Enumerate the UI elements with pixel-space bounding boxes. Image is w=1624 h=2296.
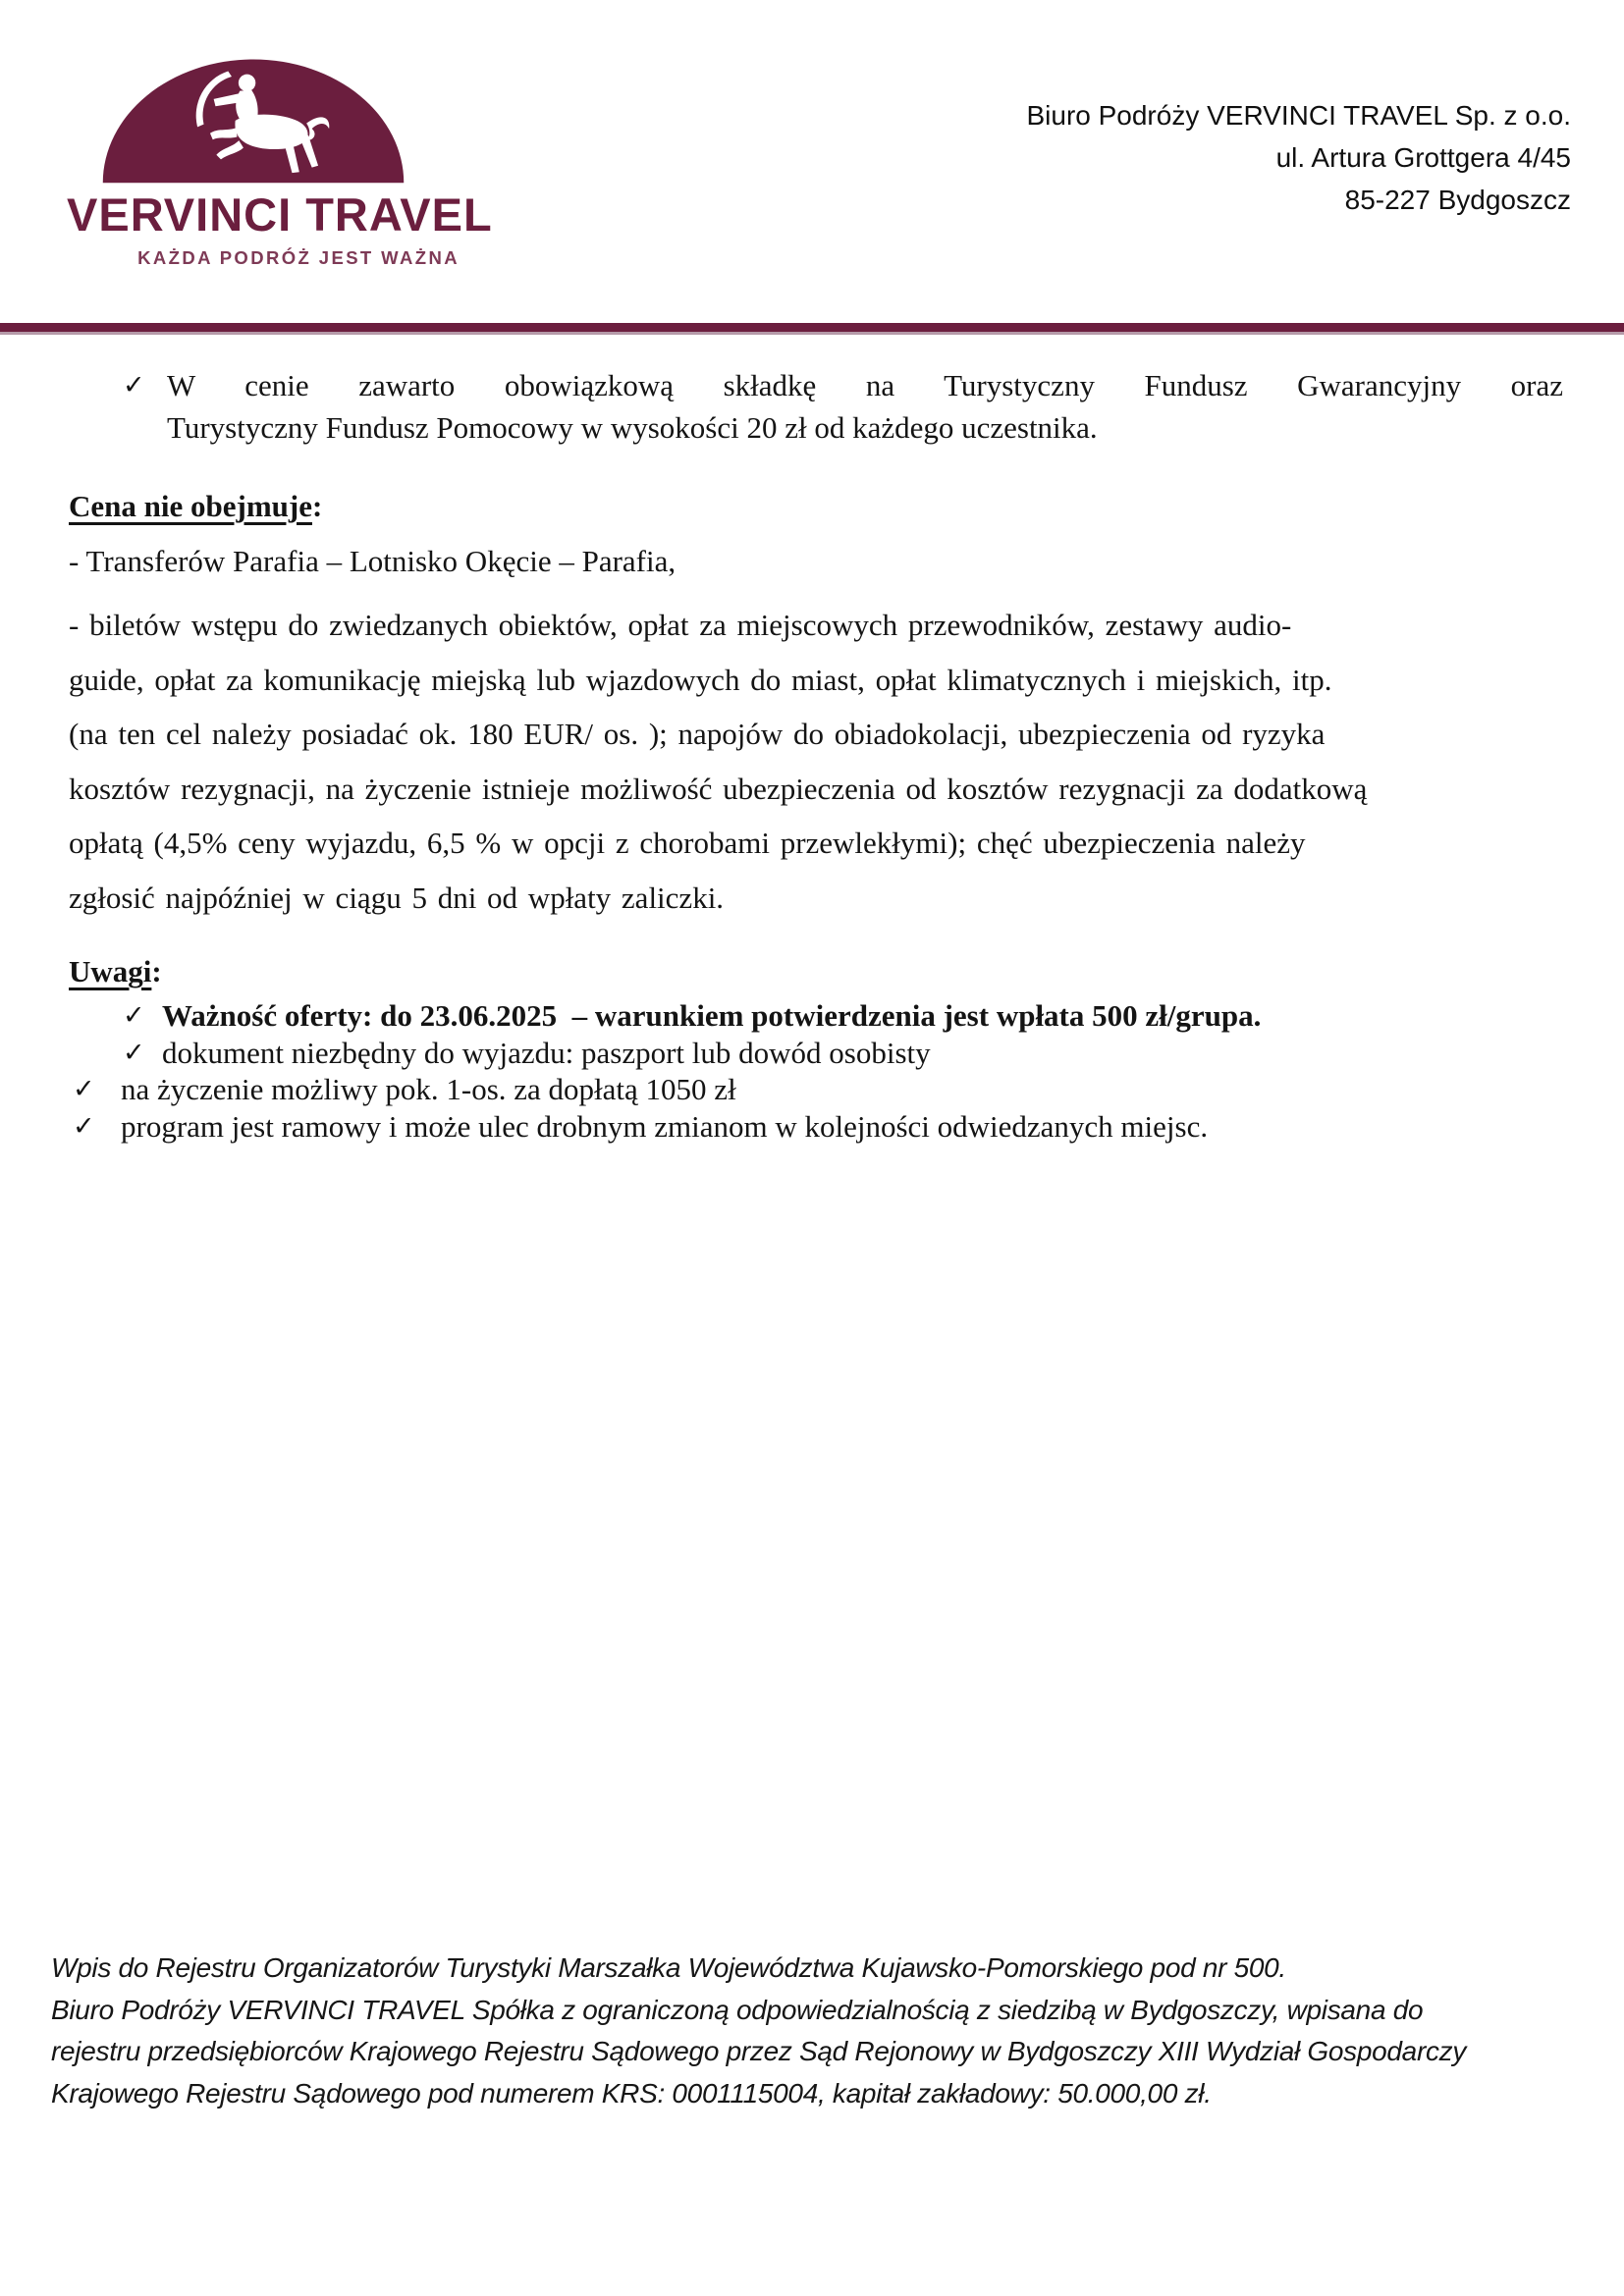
uwagi-item-text: dokument niezbędny do wyjazdu: paszport lub dowód osobisty — [162, 1035, 931, 1070]
paragraph-line: guide, opłat za komunikację miejską lub wjazdowych do miast, opłat klimatycznych i miejskich, itp. — [69, 662, 1332, 697]
footer-line: Krajowego Rejestru Sądowego pod numerem KRS: 0001115004, kapitał zakładowy: 50.000,00 zł. — [51, 2077, 1212, 2109]
document-body — [69, 364, 1563, 1145]
brand-tagline: KAŻDA PODRÓŻ JEST WAŻNA — [137, 246, 460, 268]
price-excludes-paragraph — [69, 598, 1563, 925]
checkmark-icon: ✓ — [73, 1074, 95, 1104]
intro-bullet — [123, 364, 1563, 449]
paragraph-line: zgłosić najpóźniej w ciągu 5 dni od wpłaty zaliczki. — [69, 880, 725, 915]
checkmark-icon: ✓ — [73, 1110, 95, 1142]
uwagi-heading — [69, 950, 1563, 992]
brand-wordmark: VERVINCI TRAVEL — [67, 188, 493, 240]
company-logo — [67, 51, 493, 269]
checkmark-icon: ✓ — [123, 1000, 145, 1031]
intro-line: Turystyczny Fundusz Pomocowy w wysokości 20 zł od każdego uczestnika. — [167, 410, 1098, 445]
price-excludes-heading-text: Cena nie obejmuje — [69, 489, 312, 523]
legal-footer — [51, 1948, 1585, 2114]
uwagi-item — [73, 1108, 1563, 1146]
uwagi-list — [69, 997, 1563, 1145]
paragraph-line: - biletów wstępu do zwiedzanych obiektów, opłat za miejscowych przewodników, zestawy audio- — [69, 608, 1292, 642]
uwagi-item-text: Ważność oferty: do 23.06.2025 – warunkiem potwierdzenia jest wpłata 500 zł/grupa. — [162, 998, 1262, 1033]
intro-line: W cenie zawarto obowiązkową składkę na Turystyczny Fundusz Gwarancyjny oraz — [167, 368, 1563, 402]
uwagi-item — [123, 1035, 1563, 1072]
uwagi-item-text: program jest ramowy i może ulec drobnym zmianom w kolejności odwiedzanych miejsc. — [121, 1108, 1209, 1144]
company-address-block — [1026, 94, 1571, 221]
maroon-divider-bar — [0, 323, 1624, 335]
letterhead — [0, 0, 1624, 323]
uwagi-item-text: na życzenie możliwy pok. 1-os. za dopłatą 1050 zł — [121, 1072, 736, 1106]
heading-colon: : — [311, 489, 323, 523]
address-line-city: 85-227 Bydgoszcz — [1344, 185, 1571, 215]
checkmark-icon: ✓ — [123, 1037, 145, 1068]
centaur-archer-icon — [100, 51, 406, 188]
intro-bullet-text — [167, 364, 1563, 449]
uwagi-heading-text: Uwagi — [69, 954, 152, 988]
address-line-street: ul. Artura Grottgera 4/45 — [1275, 142, 1571, 173]
footer-line: Biuro Podróży VERVINCI TRAVEL Spółka z ograniczoną odpowiedzialnością z siedzibą w Bydgoszczy, wpisana do — [51, 1994, 1424, 2025]
transfers-item: - Transferów Parafia – Lotnisko Okęcie – Parafia, — [69, 544, 677, 578]
paragraph-line: opłatą (4,5% ceny wyjazdu, 6,5 % w opcji z chorobami przewlekłymi); chęć ubezpieczenia należy — [69, 826, 1306, 860]
paragraph-line: (na ten cel należy posiadać ok. 180 EUR/ os. ); napojów do obiadokolacji, ubezpieczenia od ryzyka — [69, 717, 1326, 751]
uwagi-item — [73, 1071, 1563, 1108]
price-excludes-heading — [69, 485, 1563, 527]
uwagi-item — [123, 997, 1563, 1035]
paragraph-line: kosztów rezygnacji, na życzenie istnieje możliwość ubezpieczenia od kosztów rezygnacji za dodatkową — [69, 771, 1368, 806]
address-line-company: Biuro Podróży VERVINCI TRAVEL Sp. z o.o. — [1026, 100, 1571, 131]
footer-line: Wpis do Rejestru Organizatorów Turystyki Marszałka Województwa Kujawsko-Pomorskiego pod nr 500. — [51, 1952, 1286, 1983]
checkmark-icon: ✓ — [123, 370, 145, 400]
footer-line: rejestru przedsiębiorców Krajowego Rejestru Sądowego przez Sąd Rejonowy w Bydgoszczy XIII Wydział Gospodarczy — [51, 2036, 1467, 2066]
heading-colon: : — [151, 954, 162, 988]
